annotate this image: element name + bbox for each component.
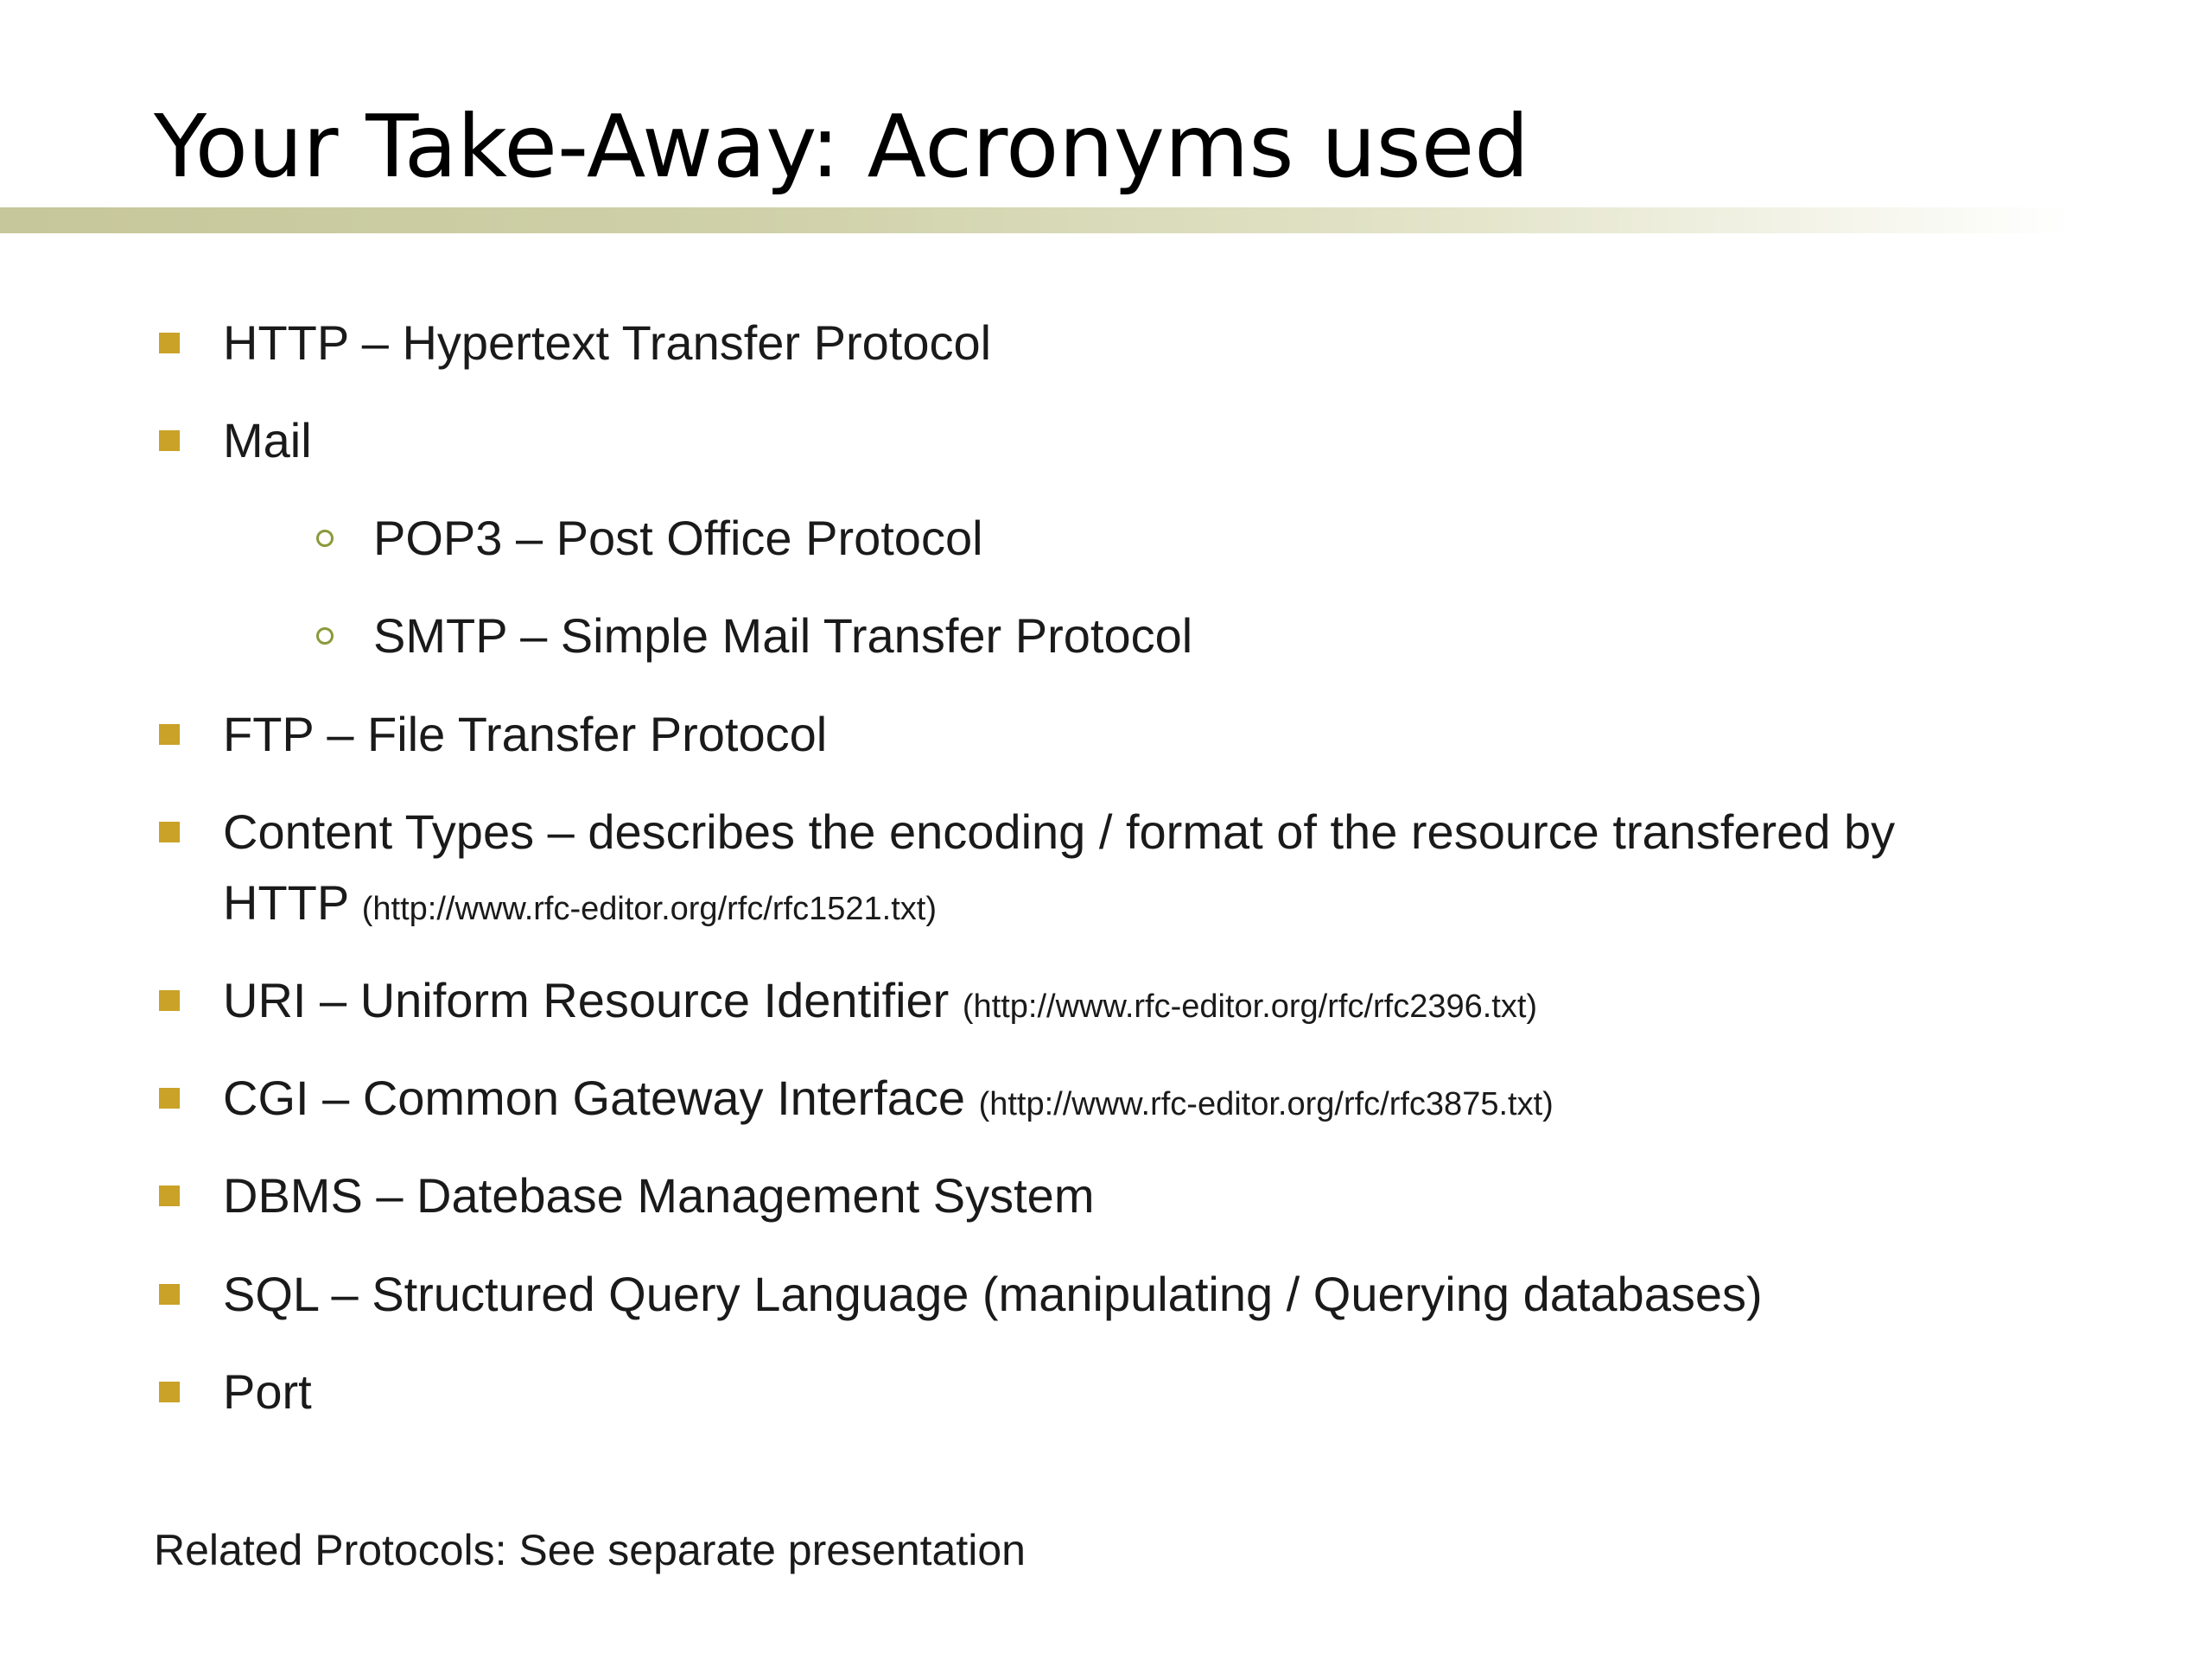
list-item-text: Mail (223, 413, 312, 467)
list-item-text: DBMS – Datebase Management System (223, 1168, 1095, 1223)
hollow-circle-bullet-icon (316, 530, 334, 547)
square-bullet-icon (159, 430, 180, 451)
footer-note: Related Protocols: See separate presentation (154, 1526, 1026, 1574)
slide-title: Your Take-Away: Acronyms used (154, 96, 1529, 197)
list-item-text: Port (223, 1364, 312, 1419)
list-item-text-line2: HTTP (223, 875, 349, 930)
list-item-text-row (223, 962, 1537, 1046)
square-bullet-icon (159, 1382, 180, 1402)
square-bullet-icon (159, 822, 180, 842)
rfc-link[interactable]: (http://www.rfc-editor.org/rfc/rfc3875.txt) (978, 1086, 1554, 1122)
square-bullet-icon (159, 333, 180, 353)
list-item-text: SQL – Structured Query Language (manipulating / Querying databases) (223, 1267, 1763, 1321)
list-item-text-continuation (223, 864, 937, 948)
list-item-text-row (223, 1059, 1554, 1143)
hollow-circle-bullet-icon (316, 627, 334, 645)
square-bullet-icon (159, 1185, 180, 1206)
square-bullet-icon (159, 1088, 180, 1109)
rfc-link[interactable]: (http://www.rfc-editor.org/rfc/rfc2396.txt) (962, 988, 1538, 1025)
list-item-text: FTP – File Transfer Protocol (223, 707, 828, 761)
square-bullet-icon (159, 1284, 180, 1305)
list-item-text: POP3 – Post Office Protocol (373, 511, 983, 565)
list-item-text: Content Types – describes the encoding / format of the resource transfered by (223, 804, 1896, 859)
list-item-text: HTTP – Hypertext Transfer Protocol (223, 315, 992, 370)
rfc-link[interactable]: (http://www.rfc-editor.org/rfc/rfc1521.txt) (361, 891, 937, 927)
list-item-text: URI – Uniform Resource Identifier (223, 973, 950, 1027)
list-item-text: CGI – Common Gateway Interface (223, 1071, 966, 1125)
square-bullet-icon (159, 990, 180, 1011)
title-divider (0, 207, 2074, 233)
list-item-text: SMTP – Simple Mail Transfer Protocol (373, 608, 1193, 663)
square-bullet-icon (159, 724, 180, 745)
